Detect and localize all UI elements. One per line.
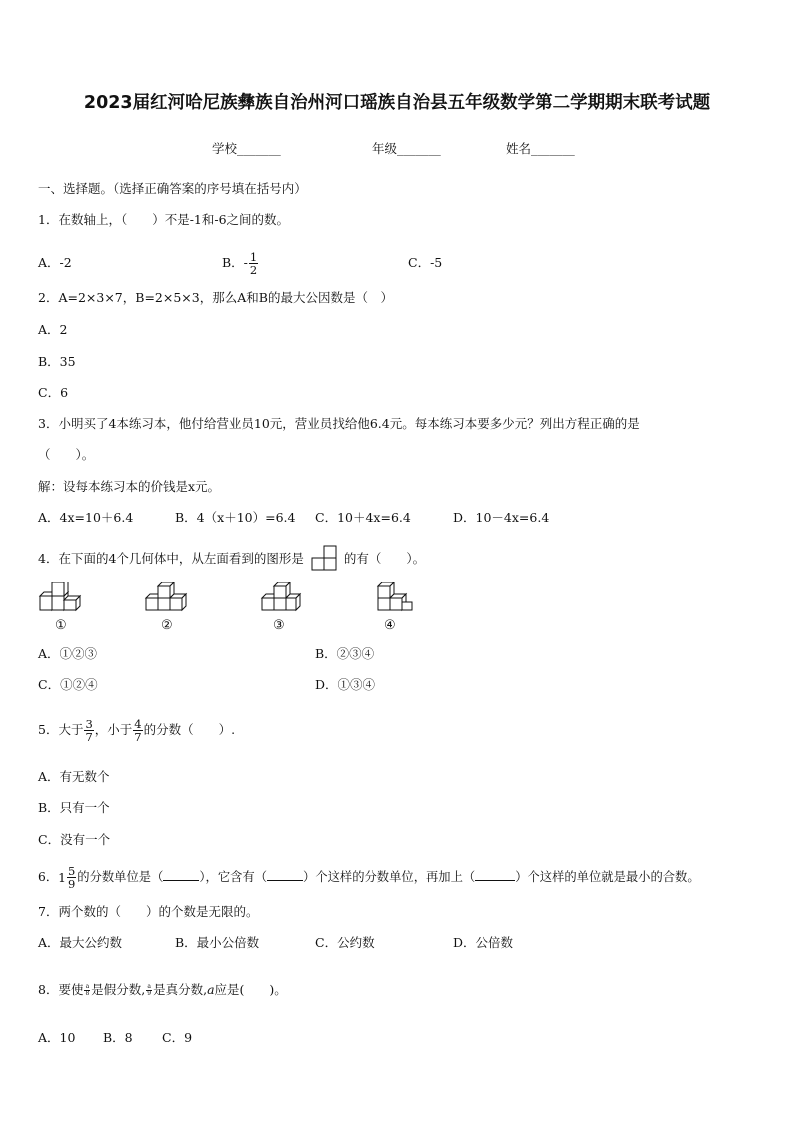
question-7-option-a: A．最大公约数 bbox=[38, 935, 123, 950]
question-2-option-c: C．6 bbox=[38, 385, 69, 400]
question-4-option-d: D．①③④ bbox=[315, 677, 376, 692]
solid-figure-1 bbox=[38, 582, 88, 614]
question-4-stem-before: 4．在下面的4个几何体中，从左面看到的图形是 bbox=[38, 551, 304, 566]
question-8-text-c: 是真分数, bbox=[153, 982, 208, 997]
fraction-denominator: 9 bbox=[67, 877, 76, 891]
question-8-option-b: B．8 bbox=[103, 1030, 133, 1045]
fraction-denominator: 2 bbox=[249, 263, 258, 277]
question-3-option-c: C．10＋4x=6.4 bbox=[315, 510, 411, 525]
question-5-stem bbox=[38, 713, 235, 747]
question-7-option-b: B．最小公倍数 bbox=[175, 935, 260, 950]
question-8-stem bbox=[38, 975, 287, 1005]
fraction-numerator: 4 bbox=[134, 717, 142, 731]
question-6-stem bbox=[38, 860, 700, 895]
fraction bbox=[146, 984, 152, 997]
question-3-solution: 解：设每本练习本的价钱是x元。 bbox=[38, 479, 221, 494]
question-1-option-c: C．-5 bbox=[408, 255, 443, 270]
question-6-text-a: 的分数单位是（ bbox=[77, 870, 164, 884]
figure-label-2: ② bbox=[161, 618, 173, 633]
question-4-stem bbox=[38, 545, 425, 571]
question-3-stem-line1: 3．小明买了4本练习本，他付给营业员10元，营业员找给他6.4元。每本练习本要多少元？列出方程正确的是 bbox=[38, 416, 640, 431]
figure-label-3: ③ bbox=[273, 618, 285, 633]
question-3-option-a: A．4x=10＋6.4 bbox=[38, 510, 134, 525]
question-6-text-c: ）个这样的分数单位，再加上（ bbox=[303, 870, 476, 884]
question-3-stem-line2: （ ）。 bbox=[38, 447, 95, 462]
fraction-denominator: 8 bbox=[85, 990, 90, 997]
question-4-option-c: C．①②④ bbox=[38, 677, 98, 692]
question-6-text-b: ），它含有（ bbox=[199, 870, 268, 884]
question-7-stem: 7．两个数的（ ）的个数是无限的。 bbox=[38, 904, 259, 919]
question-7-option-d: D．公倍数 bbox=[453, 935, 514, 950]
fraction-numerator: a bbox=[85, 983, 90, 990]
question-5-text-b: ，小于 bbox=[94, 722, 133, 737]
solid-figure-4 bbox=[376, 582, 426, 614]
question-8-option-c: C．9 bbox=[162, 1030, 193, 1045]
fraction-numerator: 3 bbox=[85, 717, 93, 731]
solid-figure-2 bbox=[144, 582, 194, 614]
question-1-stem: 1．在数轴上，（ ）不是-1和-6之间的数。 bbox=[38, 212, 290, 227]
fraction bbox=[84, 718, 93, 743]
question-4-option-a: A．①②③ bbox=[38, 646, 98, 661]
solid-figure-3 bbox=[260, 582, 310, 614]
question-6-text-d: ）个这样的单位就是最小的合数。 bbox=[515, 870, 700, 884]
question-5-text-a: 5．大于 bbox=[38, 722, 84, 737]
variable-a: a bbox=[207, 982, 215, 997]
question-8-option-a: A．10 bbox=[38, 1030, 76, 1045]
fraction bbox=[84, 984, 90, 997]
question-8-text-d: 应是( )。 bbox=[214, 982, 287, 997]
question-1-option-b bbox=[222, 246, 259, 280]
fraction-numerator: 1 bbox=[249, 250, 258, 264]
answer-blank[interactable] bbox=[163, 880, 199, 881]
question-4-stem-after: 的有（ ）。 bbox=[343, 551, 426, 566]
figure-label-4: ④ bbox=[384, 618, 396, 633]
question-6-prefix: 6． bbox=[38, 870, 59, 884]
fraction-numerator: 5 bbox=[67, 864, 76, 878]
question-5-option-b: B．只有一个 bbox=[38, 800, 110, 815]
fraction-denominator: 7 bbox=[85, 730, 93, 744]
name-field: 姓名_______ bbox=[506, 141, 575, 156]
question-8-text-b: 是假分数, bbox=[91, 982, 146, 997]
page-title: 2023届红河哈尼族彝族自治州河口瑶族自治县五年级数学第二学期期末联考试题 bbox=[83, 93, 711, 113]
mixed-number-integer: 1 bbox=[58, 870, 66, 885]
question-2-option-a: A．2 bbox=[38, 322, 68, 337]
question-5-option-a: A．有无数个 bbox=[38, 769, 110, 784]
answer-blank[interactable] bbox=[267, 880, 303, 881]
figure-label-1: ① bbox=[55, 618, 67, 633]
question-8-text-a: 8．要使 bbox=[38, 982, 84, 997]
fraction bbox=[67, 865, 76, 890]
question-3-option-d: D．10－4x=6.4 bbox=[453, 510, 550, 525]
answer-blank[interactable] bbox=[475, 880, 515, 881]
school-field: 学校_______ bbox=[212, 141, 281, 156]
fraction bbox=[133, 718, 142, 743]
fraction bbox=[249, 251, 258, 276]
question-2-option-b: B．35 bbox=[38, 354, 76, 369]
fraction-denominator: 9 bbox=[147, 990, 152, 997]
question-5-text-c: 的分数（ ）. bbox=[143, 722, 236, 737]
question-3-option-b: B．4（x＋10）=6.4 bbox=[175, 510, 296, 525]
section-heading: 一、选择题。（选择正确答案的序号填在括号内） bbox=[38, 181, 307, 196]
fraction-numerator: a bbox=[147, 983, 151, 990]
option-b-prefix: B．- bbox=[222, 255, 248, 270]
grade-field: 年级_______ bbox=[372, 141, 441, 156]
fraction-denominator: 7 bbox=[134, 730, 142, 744]
question-1-option-a: A．-2 bbox=[38, 255, 72, 270]
question-5-option-c: C．没有一个 bbox=[38, 832, 111, 847]
question-4-option-b: B．②③④ bbox=[315, 646, 375, 661]
left-view-shape-icon bbox=[311, 545, 337, 571]
question-2-stem: 2．A=2×3×7，B=2×5×3，那么A和B的最大公因数是（ ） bbox=[38, 290, 393, 305]
question-7-option-c: C．公约数 bbox=[315, 935, 375, 950]
